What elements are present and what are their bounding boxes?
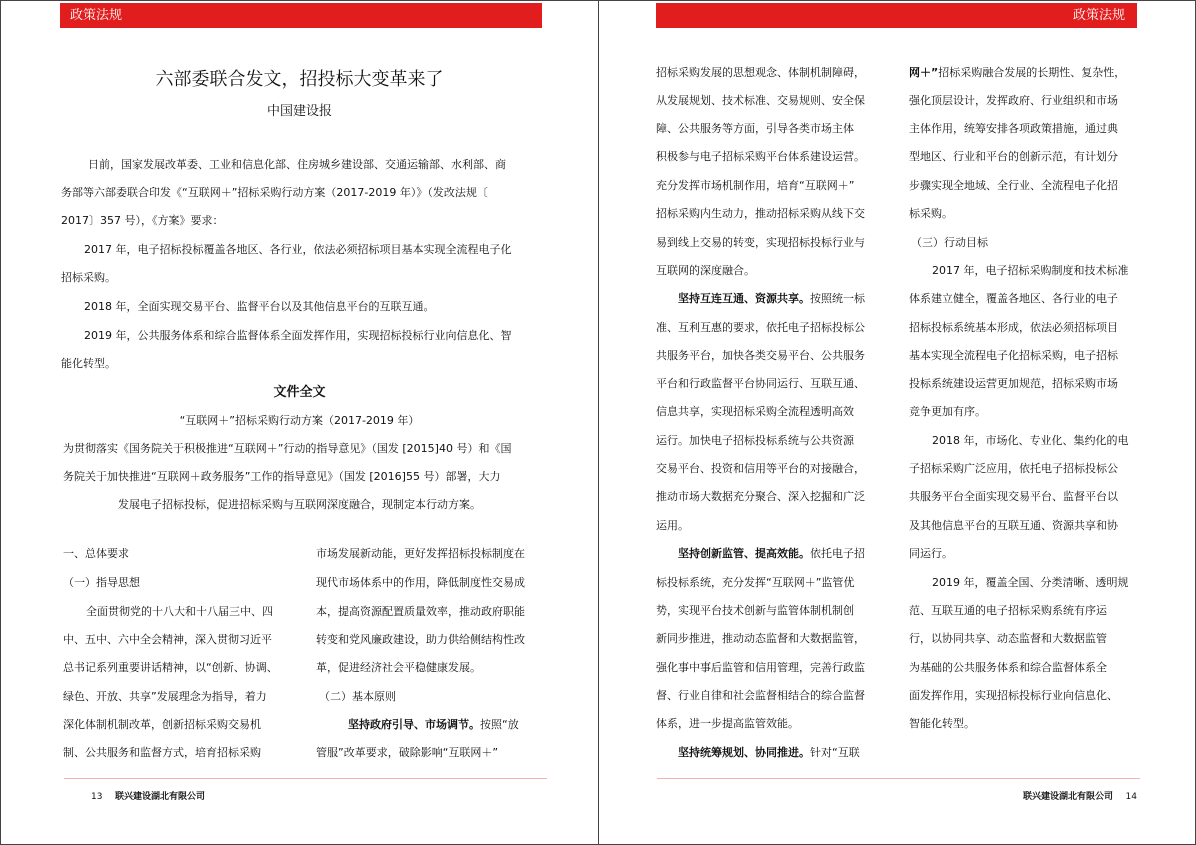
body-line: 准、互利互惠的要求，依托电子招标投标公 <box>656 321 865 334</box>
body-line: 从发展规划、技术标准、交易规则、安全保 <box>656 94 865 107</box>
body-line: 本，提高资源配置质量效率，推动政府职能 <box>316 605 525 618</box>
subsection-heading: （三）行动目标 <box>911 236 988 249</box>
body-line: 强化事中事后监管和信用管理，完善行政监 <box>656 661 865 674</box>
body-line: 体系建立健全，覆盖各地区、各行业的电子 <box>909 292 1118 305</box>
principle-heading: 坚持互连互通、资源共享。 <box>678 292 810 305</box>
principle-heading: 坚持创新监管、提高效能。 <box>678 547 810 560</box>
goal-2018-line: 2018 年，全面实现交易平台、监督平台以及其他信息平台的互联互通。 <box>84 300 435 313</box>
body-line: 型地区、行业和平台的创新示范，有计划分 <box>909 150 1118 163</box>
body-line: 转变和党风廉政建设，助力供给侧结构性改 <box>316 633 525 646</box>
body-line: 现代市场体系中的作用，降低制度性交易成 <box>316 576 525 589</box>
body-line: 2017 年，电子招标采购制度和技术标准 <box>932 264 1129 277</box>
body-line: 积极参与电子招标采购平台体系建设运营。 <box>656 150 865 163</box>
body-line: 招标采购发展的思想观念、体制机制障碍， <box>656 66 865 79</box>
body-line: 范、互联互通的电子招标采购系统有序运 <box>909 604 1107 617</box>
plan-title: “互联网＋”招标采购行动方案（2017-2019 年） <box>179 414 420 427</box>
footer-right <box>1023 789 1137 802</box>
body-line: 网＋”招标采购融合发展的长期性、复杂性， <box>909 66 1126 79</box>
footer-company: 联兴建设湖北有限公司 <box>1022 792 1113 802</box>
body-line: 投标系统建设运营更加规范，招标采购市场 <box>909 377 1118 390</box>
body-line: 招标采购内生动力，推动招标采购从线下交 <box>656 207 865 220</box>
body-line: 步骤实现全地域、全行业、全流程电子化招 <box>909 179 1118 192</box>
body-line: 制、公共服务和监督方式，培育招标采购 <box>63 746 261 759</box>
intro-line: 日前，国家发展改革委、工业和信息化部、住房城乡建设部、交通运输部、水利部、商 <box>88 158 506 171</box>
preamble-line: 务院关于加快推进“互联网＋政务服务”工作的指导意见》（国发 [2016]55 号）部署，大力 <box>63 470 501 483</box>
footer-rule <box>657 778 1140 779</box>
body-line: 障、公共服务等方面，引导各类市场主体 <box>656 122 854 135</box>
body-line: 子招标采购广泛应用，依托电子招标投标公 <box>909 462 1118 475</box>
page-number: 13 <box>91 792 103 802</box>
body-line: 革，促进经济社会平稳健康发展。 <box>316 661 481 674</box>
body-line: 管服”改革要求，破除影响“互联网＋” <box>316 746 499 759</box>
body-line: 信息共享，实现招标采购全流程透明高效 <box>656 405 854 418</box>
subsection-heading: （一）指导思想 <box>63 576 140 589</box>
body-line: 同运行。 <box>909 547 953 560</box>
body-line: 坚持创新监管、提高效能。依托电子招 <box>678 547 865 560</box>
body-line: 中、五中、六中全会精神，深入贯彻习近平 <box>63 633 272 646</box>
body-line: 总书记系列重要讲话精神，以“创新、协调、 <box>63 661 278 674</box>
body-line: 竞争更加有序。 <box>909 405 986 418</box>
principle-heading: 坚持统筹规划、协同推进。 <box>678 746 810 759</box>
body-line: 智能化转型。 <box>909 717 975 730</box>
body-line: 坚持政府引导、市场调节。按照“放 <box>348 718 519 731</box>
page-number: 14 <box>1125 792 1137 802</box>
right-page <box>598 0 1196 845</box>
section-header: 政策法规 <box>656 3 1137 28</box>
body-line: 2018 年，市场化、专业化、集约化的电 <box>932 434 1129 447</box>
body-line: 2019 年，覆盖全国、分类清晰、透明规 <box>932 576 1129 589</box>
body-line: 主体作用，统筹安排各项政策措施，通过典 <box>909 122 1118 135</box>
body-line: 及其他信息平台的互联互通、资源共享和协 <box>909 519 1118 532</box>
body-line: 坚持统筹规划、协同推进。针对“互联 <box>678 746 860 759</box>
body-line: 推动市场大数据充分聚合、深入挖掘和广泛 <box>656 490 865 503</box>
body-line: 互联网的深度融合。 <box>656 264 755 277</box>
body-line: 深化体制机制改革，创新招标采购交易机 <box>63 718 261 731</box>
principle-heading: 坚持政府引导、市场调节。 <box>348 718 480 731</box>
preamble-line: 发展电子招标投标，促进招标采购与互联网深度融合，现制定本行动方案。 <box>118 498 481 511</box>
body-line: 市场发展新动能，更好发挥招标投标制度在 <box>316 547 525 560</box>
body-line: 平台和行政监督平台协同运行、互联互通、 <box>656 377 865 390</box>
article-title: 六部委联合发文，招投标大变革来了 <box>155 69 444 90</box>
intro-line: 务部等六部委联合印发《“互联网＋”招标采购行动方案（2017-2019 年）》（发改法规〔 <box>61 186 488 199</box>
body-line: 体系，进一步提高监管效能。 <box>656 717 799 730</box>
body-line: 标投标系统，充分发挥“互联网＋”监管优 <box>656 576 855 589</box>
body-line: 全面贯彻党的十八大和十八届三中、四 <box>86 605 273 618</box>
body-line: 运行。加快电子招标投标系统与公共资源 <box>656 434 854 447</box>
footer-company: 联兴建设湖北有限公司 <box>115 792 206 802</box>
body-line: 为基础的公共服务体系和综合监督体系全 <box>909 661 1107 674</box>
body-line: 新同步推进，推动动态监督和大数据监管， <box>656 632 865 645</box>
body-line: 基本实现全流程电子化招标采购，电子招标 <box>909 349 1118 362</box>
body-line: 势，实现平台技术创新与监管体制机制创 <box>656 604 854 617</box>
article-source: 中国建设报 <box>266 104 332 119</box>
body-line: 充分发挥市场机制作用，培育“互联网＋” <box>656 179 855 192</box>
goal-2017-line: 招标采购。 <box>61 271 116 284</box>
body-line: 运用。 <box>656 519 689 532</box>
intro-line: 2017〕357 号），《方案》要求： <box>61 214 224 227</box>
fulltext-heading: 文件全文 <box>273 385 326 400</box>
subsection-heading: （二）基本原则 <box>319 690 396 703</box>
footer-rule <box>64 778 547 779</box>
body-line: 行，以协同共享、动态监督和大数据监管 <box>909 632 1107 645</box>
body-line: 绿色、开放、共享”发展理念为指导，着力 <box>63 690 267 703</box>
body-line: 坚持互连互通、资源共享。按照统一标 <box>678 292 865 305</box>
section-heading: 一、总体要求 <box>63 547 129 560</box>
goal-2017-line: 2017 年，电子招标投标覆盖各地区、各行业，依法必须招标项目基本实现全流程电子化 <box>84 243 512 256</box>
goal-2019-line: 2019 年，公共服务体系和综合监督体系全面发挥作用，实现招标投标行业向信息化、智 <box>84 329 512 342</box>
body-line: 强化顶层设计，发挥政府、行业组织和市场 <box>909 94 1118 107</box>
footer-left <box>91 789 205 802</box>
body-line: 交易平台、投资和信用等平台的对接融合， <box>656 462 865 475</box>
body-line: 督、行业自律和社会监督相结合的综合监督 <box>656 689 865 702</box>
body-line: 共服务平台，加快各类交易平台、公共服务 <box>656 349 865 362</box>
preamble-line: 为贯彻落实《国务院关于积极推进“互联网＋”行动的指导意见》（国发 [2015]40 号）和《国 <box>63 442 512 455</box>
section-header: 政策法规 <box>60 3 542 28</box>
body-line: 招标投标系统基本形成，依法必须招标项目 <box>909 321 1118 334</box>
body-line: 面发挥作用，实现招标投标行业向信息化、 <box>909 689 1118 702</box>
body-line: 标采购。 <box>909 207 953 220</box>
body-line: 共服务平台全面实现交易平台、监督平台以 <box>909 490 1118 503</box>
body-line: 易到线上交易的转变，实现招标投标行业与 <box>656 236 865 249</box>
goal-2019-line: 能化转型。 <box>61 357 116 370</box>
